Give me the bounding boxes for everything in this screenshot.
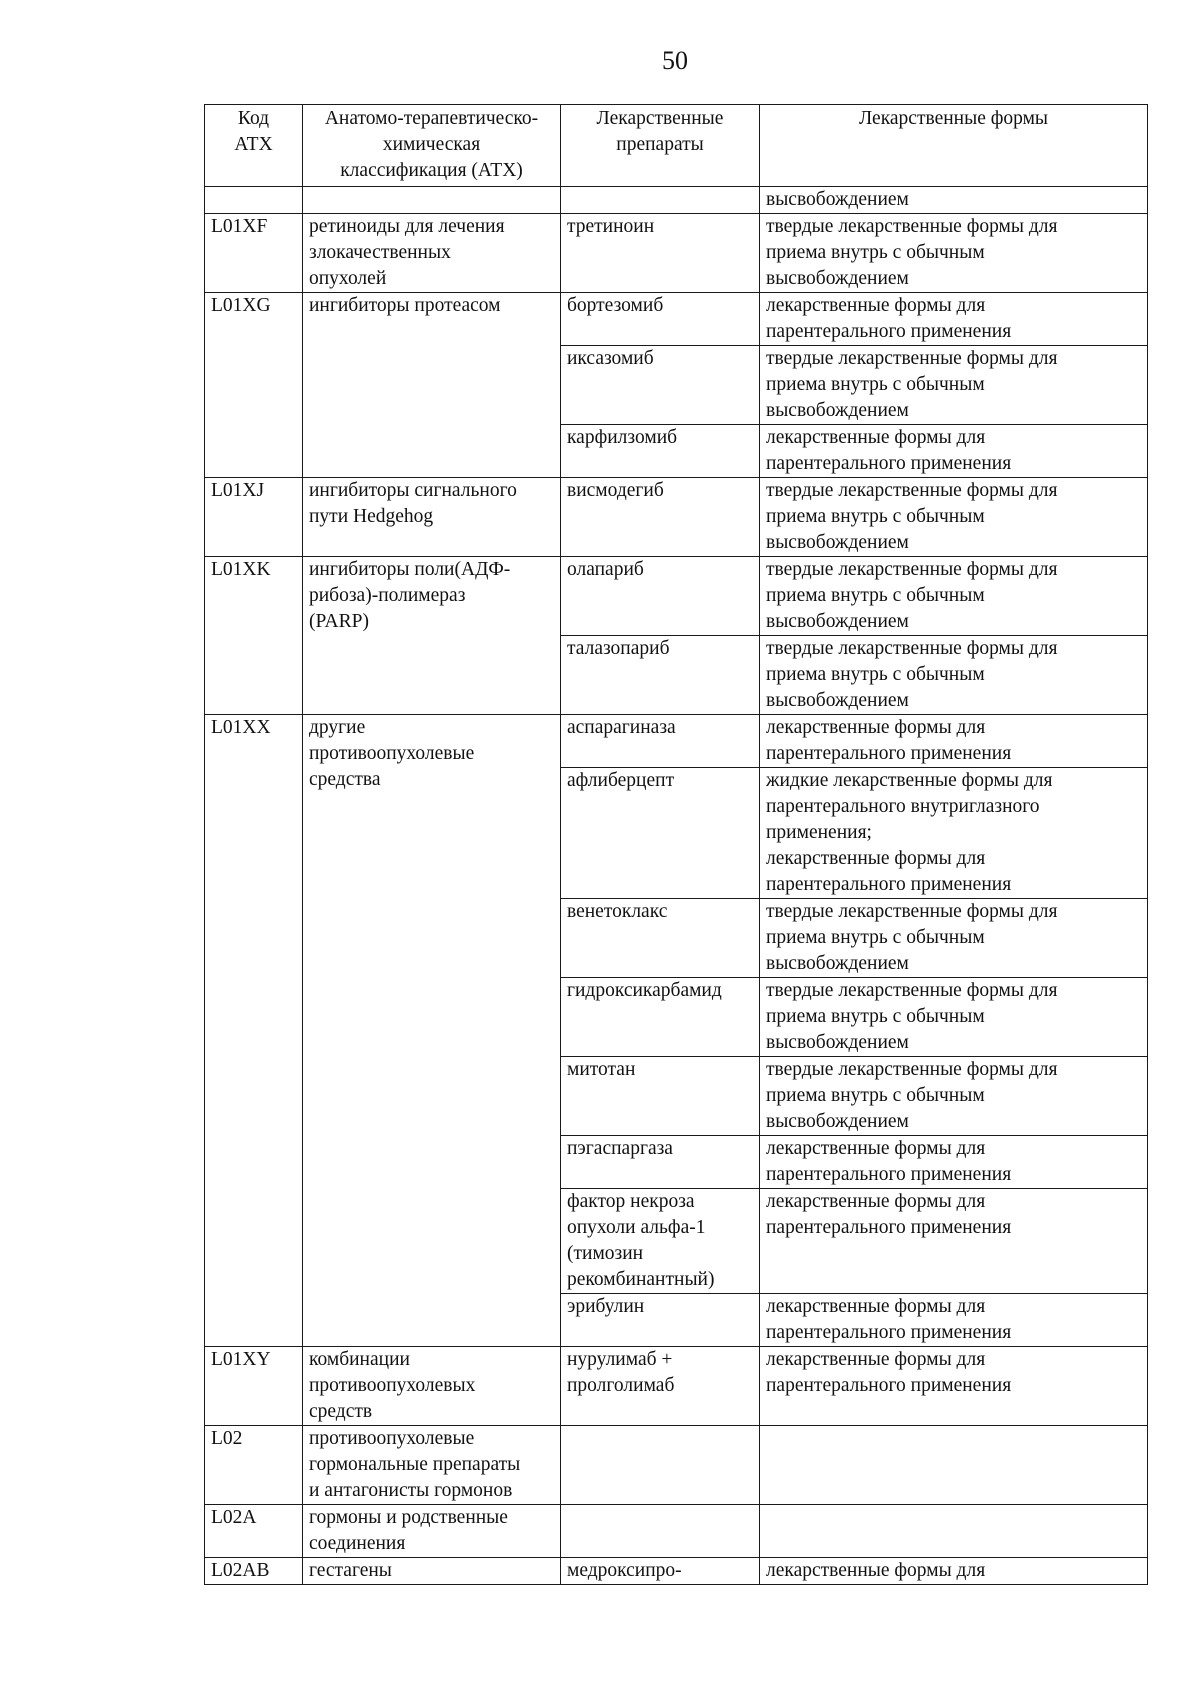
drug-cell: висмодегиб <box>561 478 760 557</box>
drug-cell: талазопариб <box>561 636 760 715</box>
form-cell: твердые лекарственные формы для приема внутрь с обычным высвобождением <box>760 214 1148 293</box>
drug-cell: олапариб <box>561 557 760 636</box>
drug-cell: медроксипро- <box>561 1558 760 1585</box>
table-row <box>205 214 1148 293</box>
drug-cell: афлиберцепт <box>561 768 760 899</box>
header-drugs: Лекарственные препараты <box>561 105 760 187</box>
form-cell: лекарственные формы для <box>760 1558 1148 1585</box>
code-cell: L01XF <box>205 214 303 293</box>
form-cell: твердые лекарственные формы для приема внутрь с обычным высвобождением <box>760 636 1148 715</box>
drug-cell: митотан <box>561 1057 760 1136</box>
table-row <box>205 1347 1148 1426</box>
drug-cell: эрибулин <box>561 1294 760 1347</box>
page-number: 50 <box>662 46 688 75</box>
form-cell: лекарственные формы для парентерального применения <box>760 1136 1148 1189</box>
table-row <box>205 557 1148 636</box>
classification-cell: ретиноиды для лечения злокачественных опухолей <box>303 214 561 293</box>
code-cell: L01XY <box>205 1347 303 1426</box>
drug-cell: нурулимаб + пролголимаб <box>561 1347 760 1426</box>
code-cell: L01XX <box>205 715 303 1347</box>
form-cell <box>760 1426 1148 1505</box>
classification-cell: другие противоопухолевые средства <box>303 715 561 1347</box>
form-cell: твердые лекарственные формы для приема внутрь с обычным высвобождением <box>760 346 1148 425</box>
drug-cell <box>561 1505 760 1558</box>
table-row <box>205 1505 1148 1558</box>
form-cell: жидкие лекарственные формы для парентерального внутриглазного применения; лекарственные формы для парентерального применения <box>760 768 1148 899</box>
classification-cell: гормоны и родственные соединения <box>303 1505 561 1558</box>
drug-cell: карфилзомиб <box>561 425 760 478</box>
classification-cell: комбинации противоопухолевых средств <box>303 1347 561 1426</box>
table-row <box>205 1558 1148 1585</box>
table-row <box>205 293 1148 346</box>
classification-cell: ингибиторы поли(АДФ- рибоза)-полимераз (PARP) <box>303 557 561 715</box>
form-cell: твердые лекарственные формы для приема внутрь с обычным высвобождением <box>760 557 1148 636</box>
form-cell <box>760 1505 1148 1558</box>
drug-cell: бортезомиб <box>561 293 760 346</box>
code-cell: L01XK <box>205 557 303 715</box>
table-row <box>205 187 1148 214</box>
form-cell: лекарственные формы для парентерального применения <box>760 425 1148 478</box>
drug-cell: фактор некроза опухоли альфа-1 (тимозин рекомбинантный) <box>561 1189 760 1294</box>
drug-cell: иксазомиб <box>561 346 760 425</box>
drug-cell: третиноин <box>561 214 760 293</box>
form-cell: лекарственные формы для парентерального применения <box>760 293 1148 346</box>
atx-table <box>204 104 1148 1585</box>
table-header-row <box>205 105 1148 187</box>
code-cell: L01XG <box>205 293 303 478</box>
table-row <box>205 478 1148 557</box>
drug-cell: пэгаспаргаза <box>561 1136 760 1189</box>
drug-cell: венетоклакс <box>561 899 760 978</box>
classification-cell: гестагены <box>303 1558 561 1585</box>
classification-cell: ингибиторы протеасом <box>303 293 561 478</box>
drug-cell <box>561 1426 760 1505</box>
drug-cell: гидроксикарбамид <box>561 978 760 1057</box>
form-cell: твердые лекарственные формы для приема внутрь с обычным высвобождением <box>760 478 1148 557</box>
table-row <box>205 1426 1148 1505</box>
drug-cell <box>561 187 760 214</box>
drug-cell: аспарагиназа <box>561 715 760 768</box>
code-cell: L02A <box>205 1505 303 1558</box>
form-cell: твердые лекарственные формы для приема внутрь с обычным высвобождением <box>760 1057 1148 1136</box>
header-code: Код АТХ <box>205 105 303 187</box>
form-cell: лекарственные формы для парентерального применения <box>760 715 1148 768</box>
code-cell: L01XJ <box>205 478 303 557</box>
form-cell: лекарственные формы для парентерального применения <box>760 1189 1148 1294</box>
code-cell: L02AB <box>205 1558 303 1585</box>
form-cell: высвобождением <box>760 187 1148 214</box>
table-row <box>205 715 1148 768</box>
form-cell: лекарственные формы для парентерального применения <box>760 1347 1148 1426</box>
form-cell: твердые лекарственные формы для приема внутрь с обычным высвобождением <box>760 899 1148 978</box>
form-cell: твердые лекарственные формы для приема внутрь с обычным высвобождением <box>760 978 1148 1057</box>
header-dosage-forms: Лекарственные формы <box>760 105 1148 187</box>
form-cell: лекарственные формы для парентерального применения <box>760 1294 1148 1347</box>
classification-cell: ингибиторы сигнального пути Hedgehog <box>303 478 561 557</box>
classification-cell: противоопухолевые гормональные препараты и антагонисты гормонов <box>303 1426 561 1505</box>
header-classification: Анатомо-терапевтическо- химическая классификация (АТХ) <box>303 105 561 187</box>
code-cell: L02 <box>205 1426 303 1505</box>
code-cell <box>205 187 303 214</box>
classification-cell <box>303 187 561 214</box>
